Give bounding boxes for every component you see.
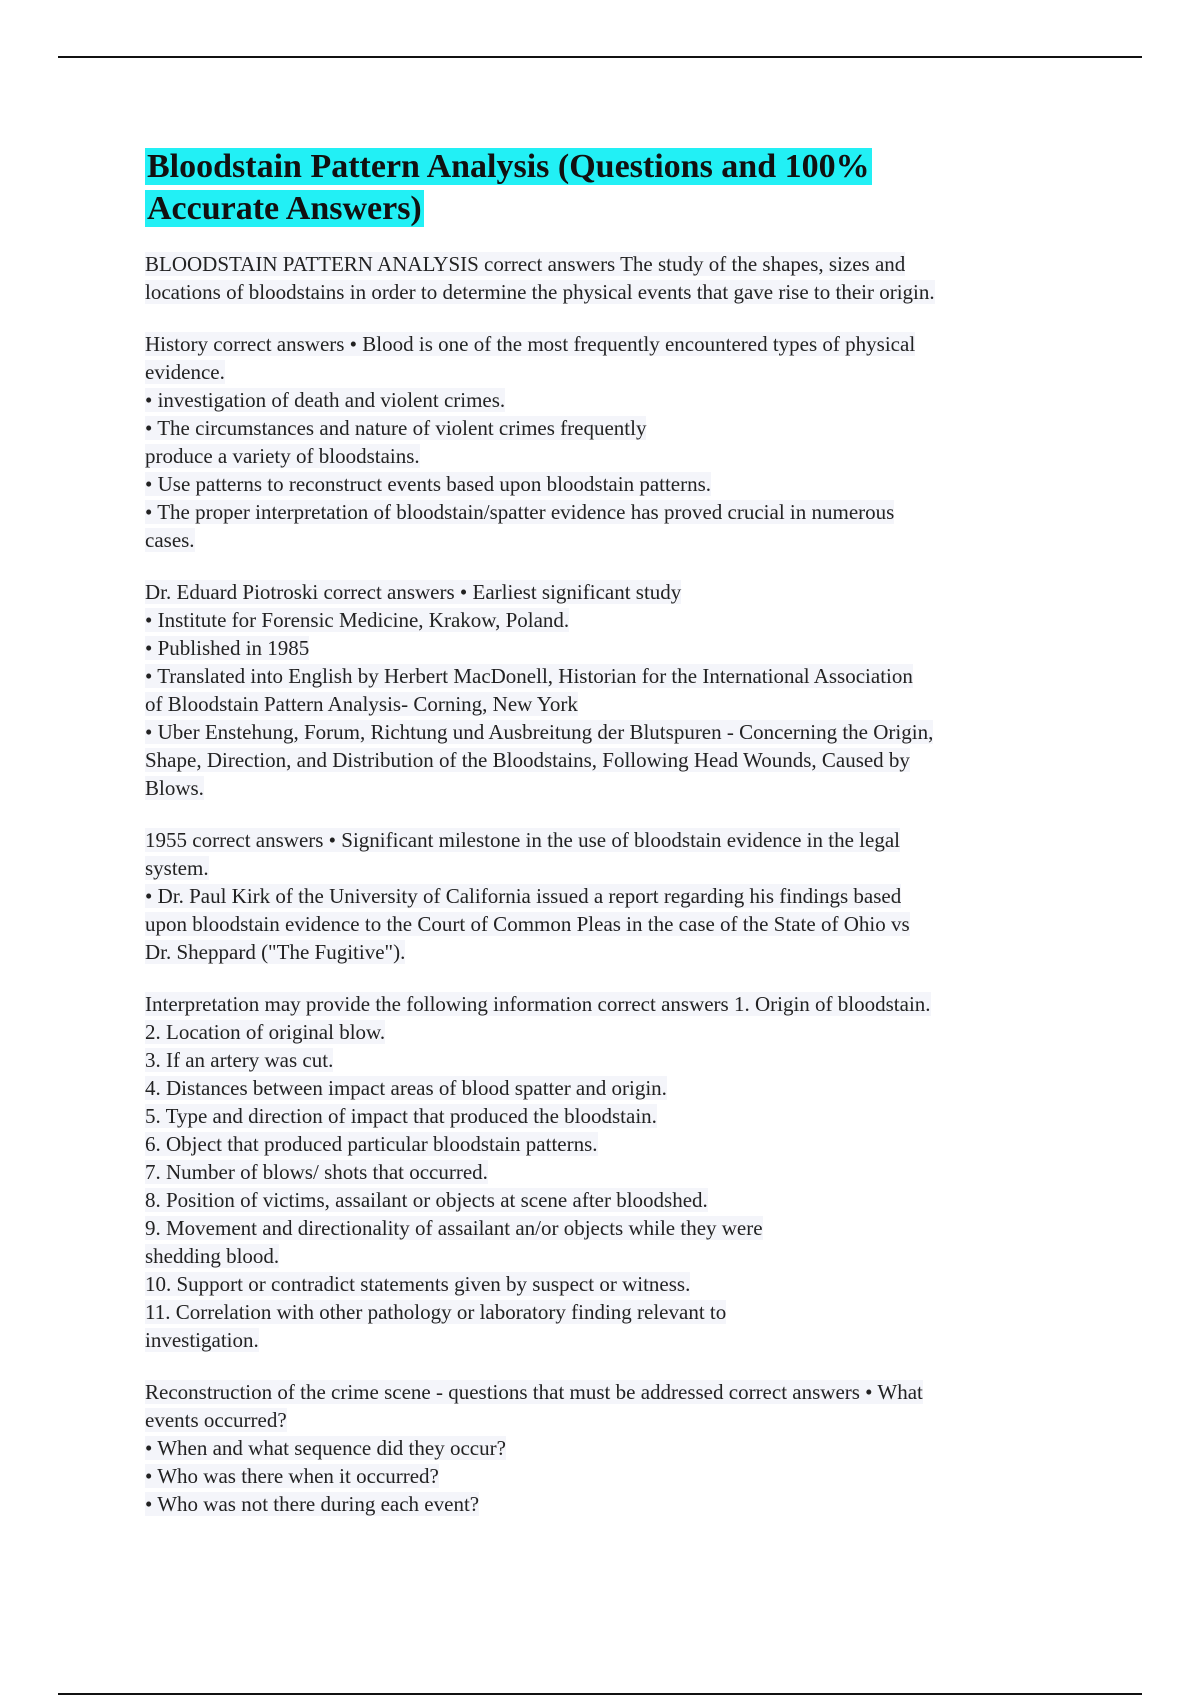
qa-block-history [145,330,1065,554]
text-line: 4. Distances between impact areas of blood spatter and origin. [145,1076,667,1100]
document-body [145,146,1065,1542]
text-line: Interpretation may provide the following information correct answers 1. Origin of bloodstain. [145,992,931,1016]
qa-block-interpretation [145,990,1065,1354]
text-line: 6. Object that produced particular bloodstain patterns. [145,1132,598,1156]
text-line: produce a variety of bloodstains. [145,444,420,468]
bottom-rule [58,1693,1142,1695]
text-line: 11. Correlation with other pathology or laboratory finding relevant to [145,1300,727,1324]
text-line: events occurred? [145,1408,287,1432]
text-line: locations of bloodstains in order to determine the physical events that gave rise to their origin. [145,280,935,304]
text-line: • Use patterns to reconstruct events based upon bloodstain patterns. [145,472,712,496]
qa-block-reconstruction [145,1378,1065,1518]
title-line: Accurate Answers) [147,190,422,227]
text-line: cases. [145,528,195,552]
text-line: investigation. [145,1328,259,1352]
text-line: BLOODSTAIN PATTERN ANALYSIS correct answers The study of the shapes, sizes and [145,252,906,276]
text-line: • Translated into English by Herbert MacDonell, Historian for the International Association [145,664,913,688]
document-title [145,146,1065,230]
text-line: 8. Position of victims, assailant or objects at scene after bloodshed. [145,1188,708,1212]
text-line: 2. Location of original blow. [145,1020,386,1044]
text-line: of Bloodstain Pattern Analysis- Corning, New York [145,692,578,716]
text-line: 3. If an artery was cut. [145,1048,334,1072]
text-line: • investigation of death and violent crimes. [145,388,506,412]
text-line: Dr. Eduard Piotroski correct answers • Earliest significant study [145,580,682,604]
text-line: Shape, Direction, and Distribution of the Bloodstains, Following Head Wounds, Caused by [145,748,910,772]
text-line: • The circumstances and nature of violent crimes frequently [145,416,647,440]
text-line: Reconstruction of the crime scene - questions that must be addressed correct answers • What [145,1380,923,1404]
text-line: • The proper interpretation of bloodstain/spatter evidence has proved crucial in numerous [145,500,895,524]
title-line: Bloodstain Pattern Analysis (Questions and 100% [147,148,870,185]
text-line: • Who was there when it occurred? [145,1464,439,1488]
text-line: • Published in 1985 [145,636,310,660]
text-line: upon bloodstain evidence to the Court of Common Pleas in the case of the State of Ohio vs [145,912,910,936]
text-line: History correct answers • Blood is one of the most frequently encountered types of physical [145,332,916,356]
top-rule [58,56,1142,58]
text-line: • Institute for Forensic Medicine, Krakow, Poland. [145,608,570,632]
text-line: 7. Number of blows/ shots that occurred. [145,1160,488,1184]
text-line: evidence. [145,360,225,384]
text-line: 5. Type and direction of impact that produced the bloodstain. [145,1104,657,1128]
text-line: • Who was not there during each event? [145,1492,480,1516]
text-line: Blows. [145,776,204,800]
text-line: • Uber Enstehung, Forum, Richtung und Ausbreitung der Blutspuren - Concerning the Origin, [145,720,934,744]
text-line: 9. Movement and directionality of assailant an/or objects while they were [145,1216,763,1240]
qa-block-1955 [145,826,1065,966]
text-line: • When and what sequence did they occur? [145,1436,506,1460]
text-line: • Dr. Paul Kirk of the University of California issued a report regarding his findings based [145,884,902,908]
text-line: Dr. Sheppard ("The Fugitive"). [145,940,406,964]
text-line: 10. Support or contradict statements given by suspect or witness. [145,1272,691,1296]
text-line: system. [145,856,209,880]
text-line: shedding blood. [145,1244,280,1268]
qa-block-definition [145,250,1065,306]
qa-block-piotroski [145,578,1065,802]
text-line: 1955 correct answers • Significant milestone in the use of bloodstain evidence in the legal [145,828,900,852]
